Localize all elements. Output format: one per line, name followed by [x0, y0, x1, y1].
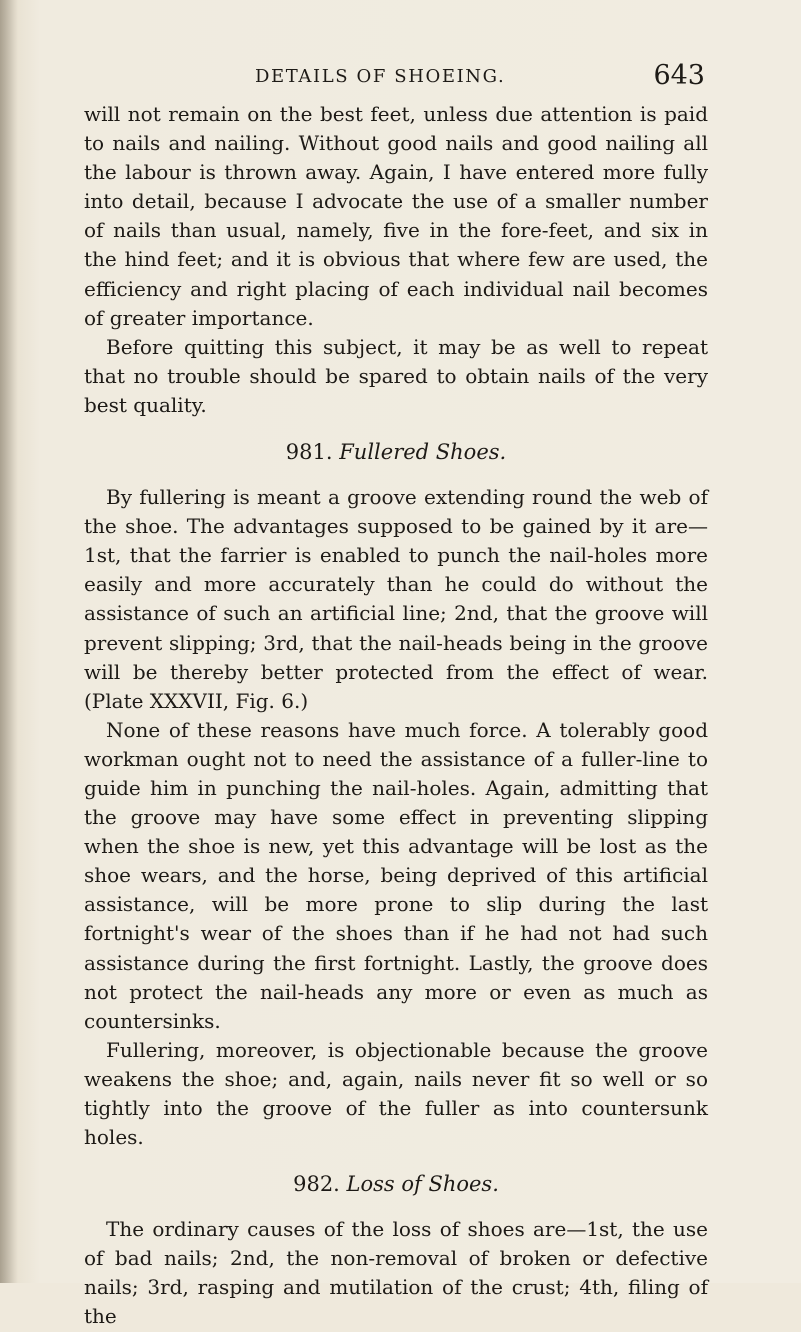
section-title: Loss of Shoes. — [346, 1172, 499, 1197]
section-number: 982. — [293, 1172, 340, 1197]
paragraph: Before quitting this subject, it may be as well to repeat that no trouble should be spared to obtain nails of the very best quality. — [84, 334, 708, 417]
paragraph: will not remain on the best feet, unless due attention is paid to nails and nailing. Without good nails and good nailing all the labour is thrown away. Again, I have entered more fully into detail, because I advocate the use of a smaller number of nails than usual, namely, five in the fore-feet, and six in the hind feet; and it is obvious that where few are used, the efficiency and right placing of each individual nail becomes of greater importance. — [84, 102, 708, 330]
section-number: 981. — [285, 440, 333, 465]
section-heading-981 — [84, 438, 708, 467]
section-title: Fullered Shoes. — [339, 440, 507, 465]
page-number: 643 — [653, 60, 705, 91]
running-head: DETAILS OF SHOEING. — [255, 66, 506, 87]
paragraph: By fullering is meant a groove extending round the web of the shoe. The advantages supposed to be gained by it are—1st, that the farrier is enabled to punch the nail-holes more easily and more accurately than he could do without the assistance of such an artificial line; 2nd, that the groove will prevent slipping; 3rd, that the nail-heads being in the groove will be thereby better protected from the effect of wear. (Plate XXXVII, Fig. 6.) — [84, 485, 708, 713]
section-heading-982 — [84, 1170, 708, 1199]
page-header — [85, 60, 705, 100]
paragraph: Fullering, moreover, is objectionable because the groove weakens the shoe; and, again, nails never fit so well or so tightly into the groove of the fuller as into countersunk holes. — [84, 1037, 708, 1150]
body-text — [84, 100, 708, 1332]
binding-shadow — [0, 0, 18, 1283]
paragraph: None of these reasons have much force. A tolerably good workman ought not to need the assistance of a fuller-line to guide him in punching the nail-holes. Again, admitting that the groove may have some effect in preventing slipping when the shoe is new, yet this advantage will be lost as the shoe wears, and the horse, being deprived of this artificial assistance, will be more prone to slip during the last fortnight's wear of the shoes than if he had not had such assistance during the first fortnight. Lastly, the groove does not protect the nail-heads any more or even as much as countersinks. — [84, 717, 708, 1033]
paragraph: The ordinary causes of the loss of shoes are—1st, the use of bad nails; 2nd, the non-removal of broken or defective nails; 3rd, rasping and mutilation of the crust; 4th, filing of the — [84, 1217, 708, 1329]
